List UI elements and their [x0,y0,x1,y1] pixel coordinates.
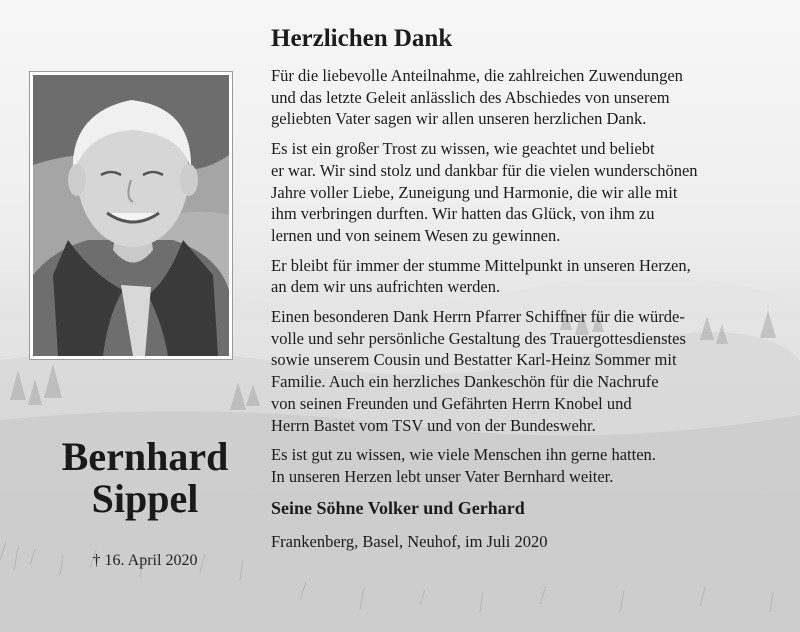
text-line: lernen und von seinem Wesen zu gewinnen. [271,225,561,245]
text-line: volle und sehr persönliche Gestaltung des Trauergottesdienstes [271,328,686,348]
text-line: ihm verbringen durften. Wir hatten das Glück, von ihm zu [271,204,655,224]
place-and-date: Frankenberg, Basel, Neuhof, im Juli 2020 [271,532,548,552]
text-line: Familie. Auch ein herzliches Dankeschön für die Nachrufe [271,372,659,392]
text-line: Für die liebevolle Anteilnahme, die zahlreichen Zuwendungen [271,66,683,85]
paragraph-2 [271,138,786,247]
paragraph-5 [271,444,786,487]
text-line: Es ist gut zu wissen, wie viele Menschen ihn gerne hatten. [271,445,656,465]
death-date: † 16. April 2020 [92,552,198,569]
deceased-name [20,436,270,520]
deceased-first-name: Bernhard [61,434,229,479]
deceased-last-name: Sippel [91,476,199,521]
text-line: an dem wir uns aufrichten werden. [271,277,501,297]
text-line: Es ist ein großer Trost zu wissen, wie geachtet und beliebt [271,139,655,159]
text-line: Herrn Bastet vom TSV und von der Bundeswehr. [271,415,596,435]
signature: Seine Söhne Volker und Gerhard [271,497,525,518]
portrait-photo-frame [30,72,232,359]
paragraph-3 [271,255,786,298]
text-line: Jahre voller Liebe, Zuneigung und Harmonie, die wir alle mit [271,182,678,202]
paragraph-1 [271,65,786,130]
text-line: und das letzte Geleit anlässlich des Abschiedes von unserem [271,87,670,107]
text-line: von seinen Freunden und Gefährten Herrn Knobel und [271,393,632,413]
text-line: geliebten Vater sagen wir allen unseren herzlichen Dank. [271,109,647,129]
text-line: sowie unserem Cousin und Bestatter Karl-Heinz Sommer mit [271,350,677,370]
text-line: In unseren Herzen lebt unser Vater Bernhard weiter. [271,466,614,486]
paragraph-4 [271,306,786,436]
heading: Herzlichen Dank [271,25,453,52]
portrait-photo [33,75,229,356]
text-line: Einen besonderen Dank Herrn Pfarrer Schiffner für die würde- [271,307,685,327]
text-line: er war. Wir sind stolz und dankbar für die vielen wunderschönen [271,160,698,180]
thank-you-text [271,22,786,553]
text-line: Er bleibt für immer der stumme Mittelpunkt in unseren Herzen, [271,255,691,275]
